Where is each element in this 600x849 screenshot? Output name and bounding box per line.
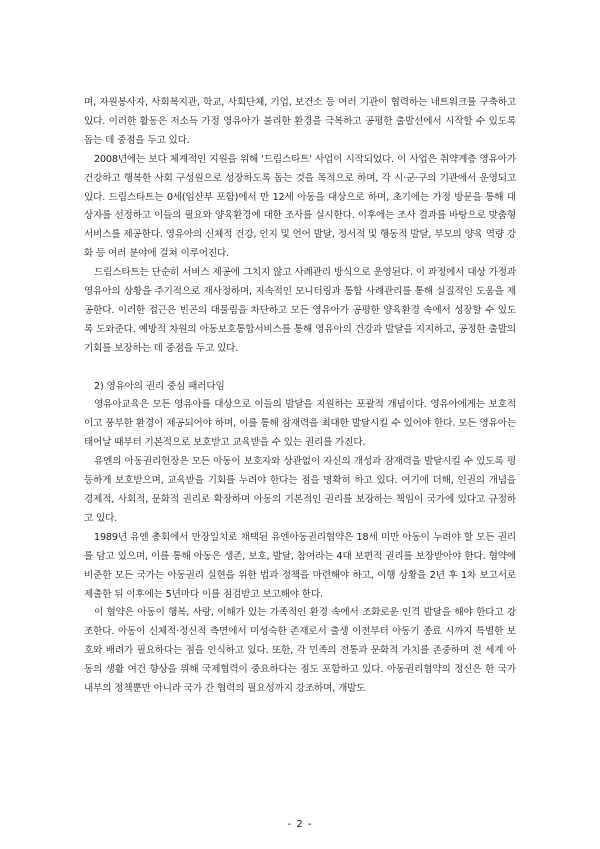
paragraph-un-charter: 유엔의 아동권리헌장은 모든 아동이 보호자와 상관없이 자신의 개성과 잠재력을 발달시킬 수 있도록 평등하게 보호받으며, 교육받을 기회를 누려야 한다는 점을 명확히 하고 있다. 여기에 더해, 인권의 개념을 경제적, 사회적, 문화적 권리로 확장하며 아동의 기본적인 권리를 보장하는 책임이 국가에 있다고 규정하고 있다. — [84, 456, 516, 524]
paragraph-dream-start-case-management: 드림스타트는 단순히 서비스 제공에 그치지 않고 사례관리 방식으로 운영된다. 이 과정에서 대상 가정과 영유아의 상황을 주기적으로 재사정하며, 지속적인 모니터링과 통합 사례관리를 통해 실질적인 도움을 제공한다. 이러한 접근은 빈곤의 대물림을 차단하고 모든 영유아가 공평한 양육환경 속에서 성장할 수 있도록 도와준다. 예방적 차원의 아동보호통합서비스를 통해 영유아의 건강과 발달을 지지하고, 공정한 출발의 기회를 보장하는 데 중점을 두고 있다. — [84, 267, 516, 354]
body-text — [84, 94, 516, 699]
section-title: 2) 영유아의 권리 중심 패러다임 — [94, 380, 225, 392]
page-number: - 2 - — [287, 819, 313, 830]
paragraph-spacer — [84, 359, 516, 378]
paragraph-continuation: 며, 자원봉사자, 사회복지관, 학교, 사회단체, 기업, 보건소 등 여러 기관이 협력하는 네트워크를 구축하고 있다. 이러한 활동은 저소득 가정 영유아가 불리한 환경을 극복하고 공평한 출발선에서 시작할 수 있도록 돕는 데 중점을 두고 있다. — [84, 97, 516, 146]
paragraph-dream-start-intro: 2008년에는 보다 체계적인 지원을 위해 '드림스타트' 사업이 시작되었다. 이 사업은 취약계층 영유아가 건강하고 행복한 사회 구성원으로 성장하도록 돕는 것을 목적으로 하며, 각 시·군·구의 기관에서 운영되고 있다. 드림스타트는 0세(임산부 포함)에서 만 12세 아동을 대상으로 하며, 초기에는 가정 방문을 통해 대상자를 선정하고 이들의 필요와 양육환경에 대한 조사를 실시한다. 이후에는 조사 결과를 바탕으로 맞춤형 서비스를 제공한다. 영유아의 신체적 건강, 인지 및 언어 발달, 정서적 및 행동적 발달, 부모의 양육 역량 강화 등 여러 분야에 걸쳐 이루어진다. — [84, 153, 517, 260]
paragraph-un-convention-1989: 1989년 유엔 총회에서 만장일치로 채택된 유엔아동권리협약은 18세 미만 아동이 누려야 할 모든 권리를 담고 있으며, 이를 통해 아동은 생존, 보호, 발달, 참여라는 4대 보편적 권리를 보장받아야 한다. 협약에 비준한 모든 국가는 아동권리 실현을 위한 법과 정책을 마련해야 하고, 이행 상황을 2년 후 1차 보고서로 제출한 뒤 이후에는 5년마다 이를 점검받고 보고해야 한다. — [84, 531, 516, 600]
paragraph-convention-spirit: 이 협약은 아동이 행복, 사랑, 이해가 있는 가족적인 환경 속에서 조화로운 인격 발달을 해야 한다고 강조한다. 아동이 신체적·정신적 측면에서 미성숙한 존재로서 출생 이전부터 아동기 종료 시까지 특별한 보호와 배려가 필요하다는 점을 인식하고 있다. 또한, 각 민족의 전통과 문화적 가치를 존중하며 전 세계 아동의 생활 여건 향상을 위해 국제협력이 중요하다는 점도 포함하고 있다. 아동권리협약의 정신은 한 국가 내부의 정책뿐만 아니라 국가 간 협력의 필요성까지 강조하며, 개발도 — [84, 607, 516, 695]
paragraph-infant-education: 영유아교육은 모든 영유아를 대상으로 이들의 발달을 지원하는 포괄적 개념이다. 영유아에게는 보호적이고 풍부한 환경이 제공되어야 하며, 이를 통해 잠재력을 최대한 발달시킬 수 있어야 한다. 모든 영유아는 태어날 때부터 기본적으로 보호받고 교육받을 수 있는 권리를 가진다. — [84, 399, 516, 449]
